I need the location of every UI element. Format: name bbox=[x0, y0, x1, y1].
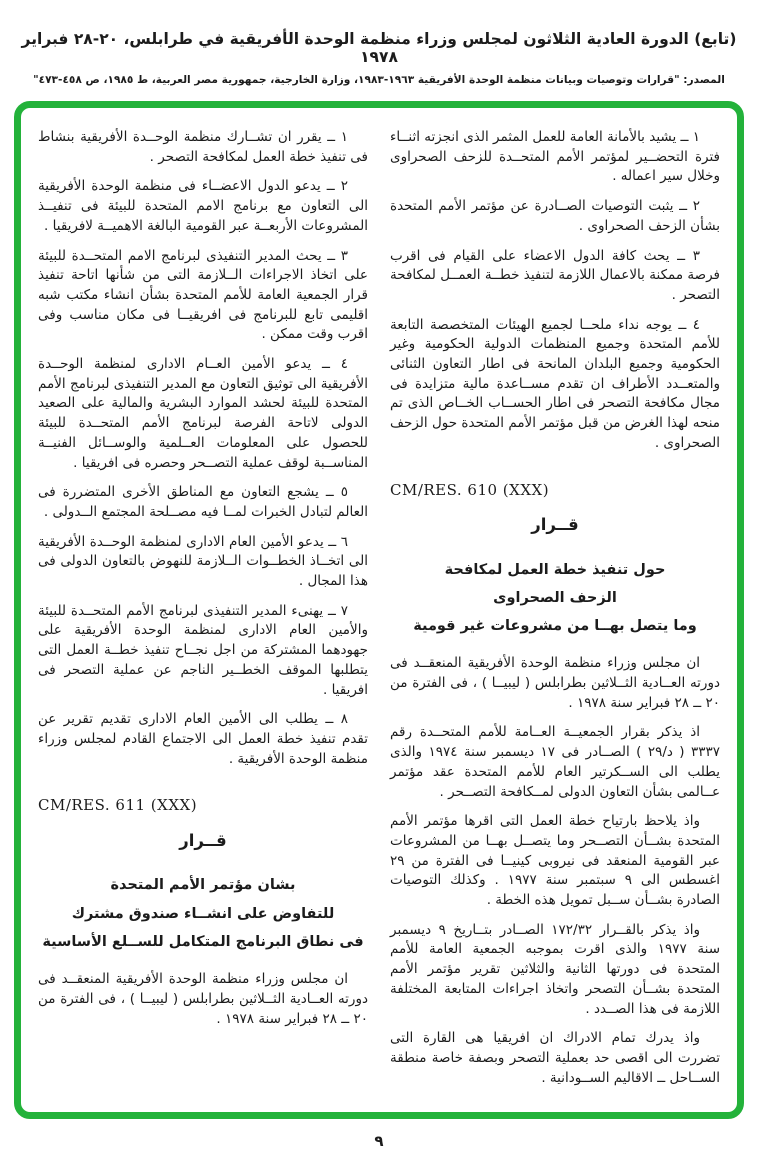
decision-heading: قــرار bbox=[531, 515, 579, 535]
decision-heading: قــرار bbox=[179, 831, 227, 851]
resolution-title-line: فى نطاق البرنامج المتكامل للســلع الأساسية bbox=[42, 933, 364, 950]
two-column-layout bbox=[38, 128, 720, 1098]
operative-paragraph: ٧ ــ يهنىء المدير التنفيذى لبرنامج الأمم المتحــدة للبيئة والأمين العام الادارى لمنظمة الوحدة الأفريقية على جهودهما المشتركة من اجل نجــاح تنفيذ خطــة العمل التى يتطلبها الموقف الخطــير الناجم عن عملية التصحر فى افريقيا . bbox=[38, 602, 368, 698]
operative-paragraph: ٢ ــ يدعو الدول الاعضــاء فى منظمة الوحدة الأفريقية الى التعاون مع برنامج الامم المتحدة للبيئة فى تنفيــذ المشروعات الأربعــة عبر القومية البالغة الاهميــة لافريقيا . bbox=[38, 178, 368, 234]
preamble-paragraph: ان مجلس وزراء منظمة الوحدة الأفريقية المنعقــد فى دورته العــادية الثــلاثين بطرابلس ( ليبيــا ) ، فى الفترة من ٢٠ ــ ٢٨ فبراير سنة ١٩٧٨ . bbox=[38, 971, 368, 1027]
operative-paragraph: ١ ــ يشيد بالأمانة العامة للعمل المثمر الذى انجزته اثنــاء فترة التحضــير لمؤتمر الأمم المتحــدة للزحف الصحراوى وخلال سير اعماله . bbox=[390, 129, 720, 185]
operative-paragraph: ٨ ــ يطلب الى الأمين العام الادارى تقديم تقرير عن تقدم تنفيذ خطة العمل الى الاجتماع القادم لمجلس وزراء منظمة الوحدة الأفريقية . bbox=[38, 711, 368, 767]
operative-paragraph: ٣ ــ يحث كافة الدول الاعضاء على القيام فى اقرب فرصة ممكنة بالاعمال اللازمة لتنفيذ خطــة العمــل لمكافحة التصحر . bbox=[390, 247, 720, 303]
resolution-title-line: حول تنفيذ خطة العمل لمكافحة bbox=[444, 561, 666, 578]
preamble-paragraph: اذ يذكر بقرار الجمعيــة العــامة للأمم المتحــدة رقم ٣٣٣٧ ( د/٢٩ ) الصــادر فى ١٧ ديسمبر سنة ١٩٧٤ والذى يطلب الى الســكرتير العام للأمم المتحدة عقد مؤتمر عــالمى بشأن التعاون الدولى لمــكافحة التصــحر . bbox=[390, 724, 721, 800]
page-number: ٩ bbox=[374, 1132, 384, 1150]
preamble-paragraph: واذ يدرك تمام الادراك ان افريقيا هى القارة التى تضررت الى اقصى حد بعملية التصحر وبصفة خاصة منطقة الســاحل ــ الاقاليم الســودانية . bbox=[390, 1030, 720, 1086]
resolution-title-line: وما يتصل بهــا من مشروعات غير قومية bbox=[413, 618, 697, 635]
resolution-label-610: CM/RES. 610 (XXX) bbox=[390, 480, 550, 499]
operative-paragraph: ١ ــ يقرر ان تشــارك منظمة الوحــدة الأفريقية بنشاط فى تنفيذ خطة العمل لمكافحة التصحر . bbox=[38, 129, 368, 165]
resolution-title-611 bbox=[38, 871, 368, 956]
operative-paragraph: ٥ ــ يشجع التعاون مع المناطق الأخرى المتضررة فى العالم لتبادل الخبرات لمــا فيه مصــلحة المجتمع الــدولى . bbox=[38, 484, 368, 520]
operative-paragraph: ٣ ــ يحث المدير التنفيذى لبرنامج الامم المتحــدة للبيئة على اتخاذ الاجراءات الــلازمة التى من شأنها اتاحة تنفيذ قرار الجمعية العامة للأمم المتحدة بشأن انشاء مكتب شبه اقليمى تابع للبرنامج فى افريقيــا فى مكان مناسب وفى اقرب وقت ممكن . bbox=[38, 247, 368, 343]
column-left bbox=[38, 128, 368, 1098]
preamble-paragraph: ان مجلس وزراء منظمة الوحدة الأفريقية المنعقــد فى دورته العــادية الثــلاثين بطرابلس ( ليبيــا ) ، فى الفترة من ٢٠ ــ ٢٨ فبراير سنة ١٩٧٨ . bbox=[390, 655, 720, 711]
operative-paragraph: ٤ ــ يدعو الأمين العــام الادارى لمنظمة الوحــدة الأفريقية الى توثيق التعاون مع المدير التنفيذى لبرنامج الأمم المتحدة للبيئة لحشد الموارد البشرية والمالية على الصعيد الدولى لاتاحة الفرصة لبرنامج الأمم المتحــدة للبيئة للحصول على المعلومات العــلمية والوســائل الفنيــة المناســبة لوقف عملية التصــحر وحصره فى افريقيا . bbox=[38, 356, 368, 471]
resolution-label-611: CM/RES. 611 (XXX) bbox=[38, 796, 198, 815]
header-source-line: المصدر: "قرارات وتوصيات وبيانات منظمة الوحدة الأفريقية ١٩٦٣-١٩٨٣، وزارة الخارجية، جمهورية مصر العربية، ط ١٩٨٥، ص ٤٥٨-٤٧٣" bbox=[33, 74, 725, 86]
operative-paragraph: ٦ ــ يدعو الأمين العام الادارى لمنظمة الوحــدة الأفريقية الى اتخــاذ الخطــوات الــلازمة للنهوض بالتعاون الدولى فى هذا المجال . bbox=[38, 533, 368, 590]
resolution-title-610 bbox=[390, 556, 720, 641]
page-header bbox=[0, 0, 758, 86]
operative-paragraph: ٢ ــ يثبت التوصيات الصــادرة عن مؤتمر الأمم المتحدة بشأن الزحف الصحراوى . bbox=[390, 198, 720, 234]
green-frame bbox=[14, 101, 744, 1119]
column-right bbox=[390, 128, 720, 1098]
preamble-paragraph: واذ يلاحظ بارتياح خطة العمل التى اقرها مؤتمر الأمم المتحدة بشــأن التصــحر وما يتصــل بهــا من المشروعات عبر القومية المنعقد فى نيروبى كينيــا فى الفترة من ٢٩ اغسطس الى ٩ سبتمبر سنة ١٩٧٧ . وكذلك التوصيات الصادرة بشــأن ســبل تمويل هذه الخطة . bbox=[390, 813, 720, 909]
header-title: (تابع) الدورة العادية الثلاثون لمجلس وزراء منظمة الوحدة الأفريقية في طرابلس، ٢٠-٢٨ فبراير ١٩٧٨ bbox=[21, 30, 737, 66]
preamble-paragraph: واذ يذكر بالقــرار ١٧٢/٣٢ الصــادر بتــاريخ ٩ ديسمبر سنة ١٩٧٧ والذى اقرت بموجبه الجمعية العامة للأمم المتحدة فى دورتها الثانية والثلاثين تقرير مؤتمر الأمم المتحدة بشــأن التصحر واتخاذ اجراءات المتابعة المختلفة اللازمة فى هذا الصــدد . bbox=[390, 921, 721, 1017]
resolution-title-line: للتفاوض على انشــاء صندوق مشترك bbox=[71, 905, 335, 922]
operative-paragraph: ٤ ــ يوجه نداء ملحــا لجميع الهيئات المتخصصة التابعة للأمم المتحدة وجميع المنظمات الدولية الحكومية وغير الحكومية وجميع البلدان المانحة فى اطار التعاون الثنائى والمتعــدد الأطراف ان تقدم مســاعدة مالية متزايدة فى مجال مكافحة التصحر فى اطار الحســاب الخــاص الذى تم منحه لهذا الغرض من قبل مؤتمر الأمم المتحدة حول الزحف الصحراوى . bbox=[390, 316, 720, 451]
resolution-title-line: الزحف الصحراوى bbox=[493, 589, 617, 606]
resolution-title-line: بشان مؤتمر الأمم المتحدة bbox=[110, 877, 296, 894]
